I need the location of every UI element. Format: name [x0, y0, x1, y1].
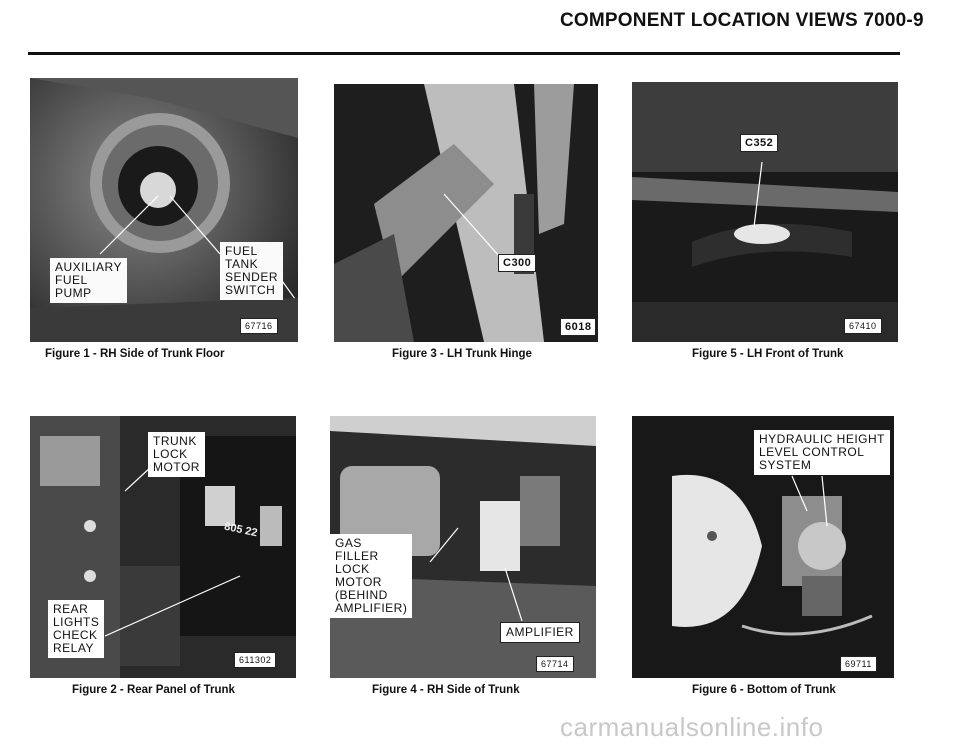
header-rule: [28, 52, 900, 55]
figure-code: 69711: [840, 656, 877, 672]
connector-label-c352: C352: [740, 134, 778, 152]
figure-5-caption: Figure 5 - LH Front of Trunk: [692, 348, 844, 360]
figure-2-photo: [30, 416, 296, 678]
photo-part-number: 805 22: [223, 520, 259, 540]
label-rear-lights-check-relay: REAR LIGHTS CHECK RELAY: [48, 600, 104, 658]
figure-2-caption: Figure 2 - Rear Panel of Trunk: [72, 684, 235, 696]
figure-code: 67410: [844, 318, 882, 334]
label-trunk-lock-motor: TRUNK LOCK MOTOR: [148, 432, 205, 477]
label-hydraulic-height-level-control: HYDRAULIC HEIGHT LEVEL CONTROL SYSTEM: [754, 430, 890, 475]
figure-4-photo: [330, 416, 596, 678]
figure-6-caption: Figure 6 - Bottom of Trunk: [692, 684, 836, 696]
figure-1-photo: [30, 78, 298, 342]
figure-6-photo: [632, 416, 894, 678]
figure-code: 67716: [240, 318, 278, 334]
figure-4-caption: Figure 4 - RH Side of Trunk: [372, 684, 520, 696]
page-title: COMPONENT LOCATION VIEWS 7000-9: [560, 10, 924, 31]
label-amplifier: AMPLIFIER: [500, 622, 580, 643]
figure-1-caption: Figure 1 - RH Side of Trunk Floor: [45, 348, 225, 360]
connector-label-c300: C300: [498, 254, 536, 272]
figure-code: 67714: [536, 656, 574, 672]
label-gas-filler-lock-motor: GAS FILLER LOCK MOTOR (BEHIND AMPLIFIER): [330, 534, 412, 618]
figure-code: 6018: [560, 318, 596, 336]
figure-3-photo: [334, 84, 598, 342]
figure-code: 611302: [234, 652, 276, 668]
watermark: carmanualsonline.info: [560, 712, 824, 742]
figure-5-photo: [632, 82, 898, 342]
label-fuel-tank-sender-switch: FUEL TANK SENDER SWITCH: [220, 242, 283, 300]
label-auxiliary-fuel-pump: AUXILIARY FUEL PUMP: [50, 258, 127, 303]
figure-3-caption: Figure 3 - LH Trunk Hinge: [392, 348, 532, 360]
